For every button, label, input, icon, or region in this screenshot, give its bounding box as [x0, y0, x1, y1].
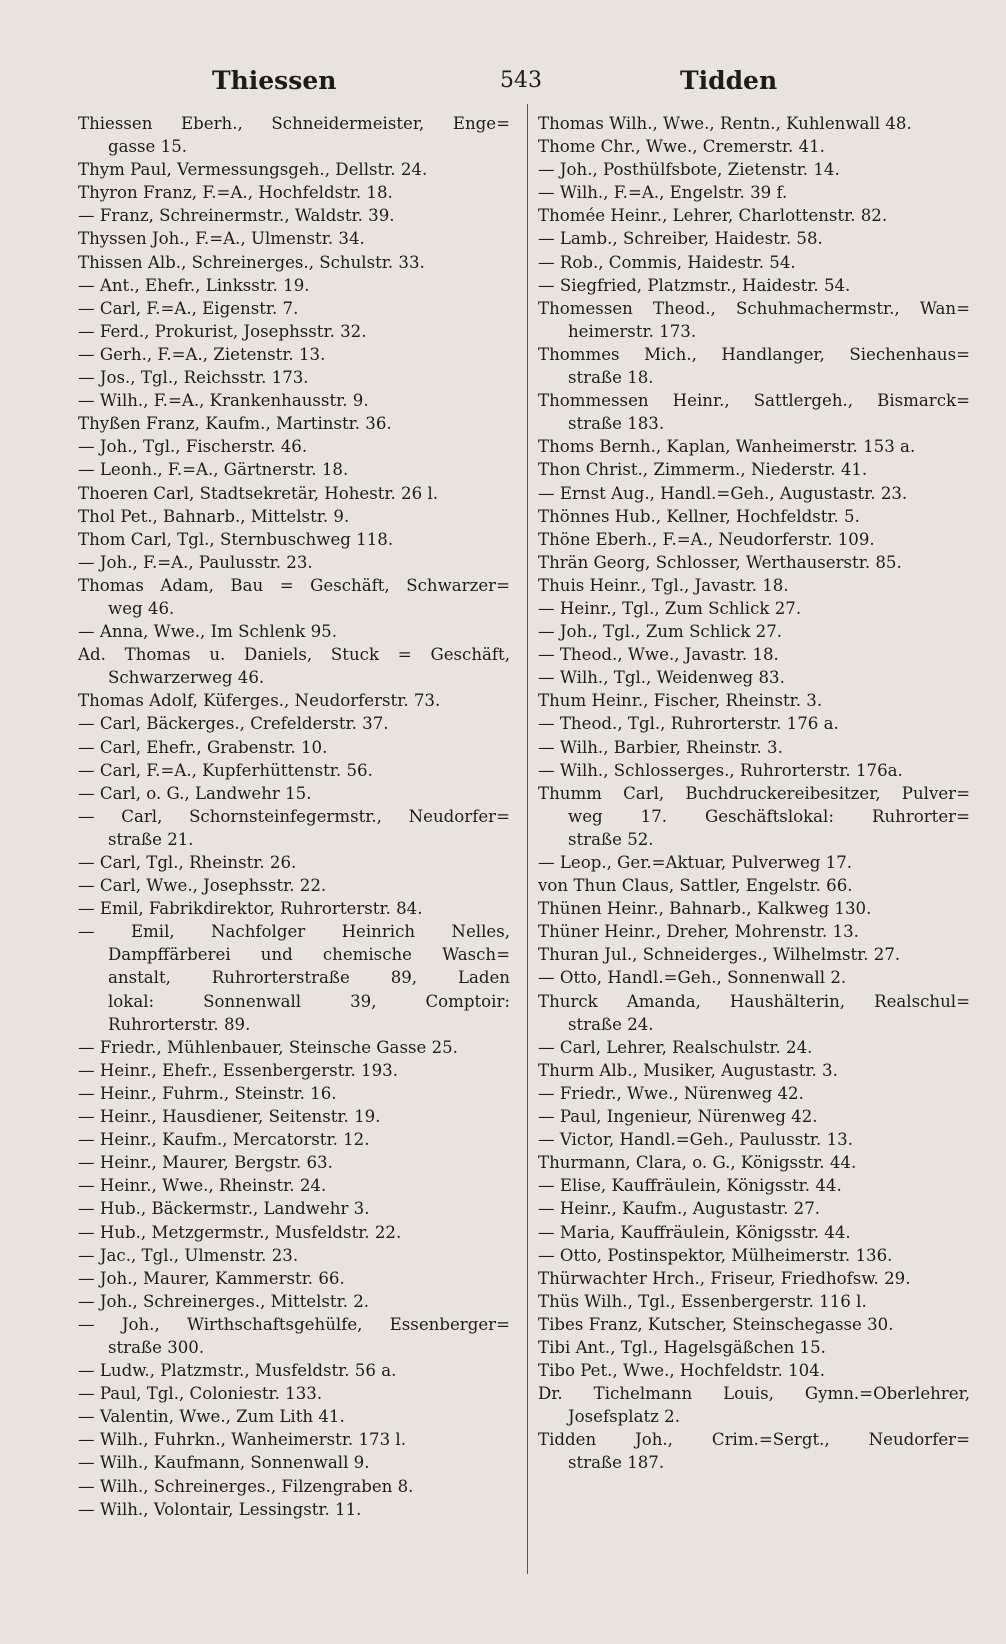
entry-line: Thumm Carl, Buchdruckereibesitzer, Pulver=	[538, 783, 970, 803]
entry-line: — Theod., Wwe., Javastr. 18.	[538, 645, 779, 665]
directory-entry	[538, 1151, 970, 1174]
directory-entry	[78, 274, 510, 297]
entry-line: — Heinr., Wwe., Rheinstr. 24.	[78, 1176, 327, 1196]
entry-continuation: straße 21.	[108, 829, 194, 849]
entry-line: Thomas Wilh., Wwe., Rentn., Kuhlenwall 48.	[538, 114, 912, 133]
directory-entry	[78, 528, 510, 551]
entry-line: — Joh., Schreinerges., Mittelstr. 2.	[78, 1291, 370, 1311]
entry-line: — Carl, Lehrer, Realschulstr. 24.	[538, 1037, 813, 1057]
directory-entry	[78, 574, 510, 620]
entry-line: — Carl, Schornsteinfegermstr., Neudorfer=	[78, 806, 510, 826]
directory-entry	[78, 482, 510, 505]
directory-entry	[538, 689, 970, 712]
directory-entry	[78, 712, 510, 735]
directory-entry	[78, 1082, 510, 1105]
directory-entry	[538, 1244, 970, 1267]
directory-entry	[78, 643, 510, 689]
directory-entry	[538, 551, 970, 574]
entry-line: Thoeren Carl, Stadtsekretär, Hohestr. 26 l.	[78, 483, 439, 503]
directory-entry	[538, 620, 970, 643]
entry-line: Thyssen Joh., F.=A., Ulmenstr. 34.	[78, 229, 365, 249]
directory-entry	[538, 482, 970, 505]
entry-line: Dr. Tichelmann Louis, Gymn.=Oberlehrer,	[538, 1384, 970, 1404]
entry-line: Thurck Amanda, Haushälterin, Realschul=	[538, 991, 970, 1011]
entry-line: Thyron Franz, F.=A., Hochfeldstr. 18.	[78, 183, 393, 203]
directory-entry	[78, 920, 510, 1035]
entry-line: — Carl, Bäckerges., Crefelderstr. 37.	[78, 714, 389, 734]
entry-continuation: anstalt, Ruhrorterstraße 89, Laden	[108, 968, 510, 988]
entry-line: — Carl, F.=A., Eigenstr. 7.	[78, 298, 299, 318]
entry-line: — Theod., Tgl., Ruhrorterstr. 176 a.	[538, 714, 839, 734]
entry-line: Tibes Franz, Kutscher, Steinschegasse 30.	[538, 1314, 894, 1334]
entry-line: Thürwachter Hrch., Friseur, Friedhofsw. 29.	[538, 1268, 911, 1288]
entry-line: — Anna, Wwe., Im Schlenk 95.	[78, 622, 338, 642]
entry-line: Thiessen Eberh., Schneidermeister, Enge=	[78, 114, 510, 133]
directory-entry	[78, 320, 510, 343]
directory-entry	[78, 505, 510, 528]
directory-entry	[538, 666, 970, 689]
directory-entry	[538, 389, 970, 435]
entry-line: — Wilh., Schlosserges., Ruhrorterstr. 176a.	[538, 760, 903, 780]
directory-entry	[78, 343, 510, 366]
directory-entry	[78, 1036, 510, 1059]
header-left-keyword: Thiessen	[212, 66, 337, 95]
entry-line: — Joh., Wirthschaftsgehülfe, Essenberger=	[78, 1314, 510, 1334]
directory-entry	[538, 1036, 970, 1059]
directory-entry	[538, 759, 970, 782]
directory-entry	[78, 1174, 510, 1197]
directory-entry	[538, 1082, 970, 1105]
directory-entry	[538, 1313, 970, 1336]
entry-line: Thomessen Theod., Schuhmachermstr., Wan=	[538, 298, 970, 318]
entry-line: Thünen Heinr., Bahnarb., Kalkweg 130.	[538, 899, 872, 919]
directory-entry	[78, 1451, 510, 1474]
directory-entry	[78, 1197, 510, 1220]
entry-line: Ad. Thomas u. Daniels, Stuck = Geschäft,	[78, 645, 510, 665]
entry-line: von Thun Claus, Sattler, Engelstr. 66.	[538, 876, 853, 896]
entry-line: — Wilh., Fuhrkn., Wanheimerstr. 173 l.	[78, 1430, 407, 1450]
directory-entry	[78, 458, 510, 481]
entry-continuation: straße 52.	[568, 829, 654, 849]
directory-entry	[538, 943, 970, 966]
directory-entry	[78, 805, 510, 851]
directory-entry	[78, 689, 510, 712]
directory-entry	[78, 1382, 510, 1405]
directory-entry	[538, 227, 970, 250]
directory-entry	[538, 874, 970, 897]
entry-line: — Ernst Aug., Handl.=Geh., Augustastr. 23.	[538, 483, 908, 503]
entry-line: — Carl, Tgl., Rheinstr. 26.	[78, 853, 297, 872]
entry-line: Thyßen Franz, Kaufm., Martinstr. 36.	[78, 414, 392, 434]
directory-entry	[78, 874, 510, 897]
entry-line: Thon Christ., Zimmerm., Niederstr. 41.	[538, 460, 868, 480]
entry-line: Thym Paul, Vermessungsgeh., Dellstr. 24.	[78, 160, 428, 180]
entry-line: — Jac., Tgl., Ulmenstr. 23.	[78, 1245, 299, 1265]
entry-line: — Heinr., Kaufm., Augustastr. 27.	[538, 1199, 821, 1219]
directory-entry	[78, 1359, 510, 1382]
entry-line: — Valentin, Wwe., Zum Lith 41.	[78, 1407, 345, 1427]
left-column	[78, 112, 510, 1521]
page-number: 543	[500, 68, 542, 93]
entry-continuation: straße 183.	[568, 414, 665, 434]
entry-continuation: weg 17. Geschäftslokal: Ruhrorter=	[568, 806, 970, 826]
directory-entry	[538, 505, 970, 528]
directory-entry	[78, 897, 510, 920]
directory-entry	[538, 135, 970, 158]
entry-line: Thöne Eberh., F.=A., Neudorferstr. 109.	[538, 529, 875, 549]
entry-line: — Joh., Tgl., Fischerstr. 46.	[78, 437, 308, 457]
entry-line: — Emil, Nachfolger Heinrich Nelles,	[78, 922, 510, 942]
entry-line: Tidden Joh., Crim.=Sergt., Neudorfer=	[538, 1430, 970, 1450]
directory-entry	[538, 1221, 970, 1244]
entry-line: — Wilh., Schreinerges., Filzengraben 8.	[78, 1476, 414, 1496]
entry-line: Thom Carl, Tgl., Sternbuschweg 118.	[78, 529, 394, 549]
entry-line: — Wilh., Tgl., Weidenweg 83.	[538, 668, 785, 688]
entry-line: — Heinr., Fuhrm., Steinstr. 16.	[78, 1083, 337, 1103]
entry-line: Thoms Bernh., Kaplan, Wanheimerstr. 153 a.	[538, 437, 916, 457]
entry-continuation: Dampffärberei und chemische Wasch=	[108, 945, 510, 965]
entry-line: — Gerh., F.=A., Zietenstr. 13.	[78, 344, 326, 364]
directory-entry	[538, 435, 970, 458]
entry-line: — Carl, o. G., Landwehr 15.	[78, 783, 312, 803]
directory-entry	[538, 920, 970, 943]
directory-entry	[538, 712, 970, 735]
entry-line: Thönnes Hub., Kellner, Hochfeldstr. 5.	[538, 506, 860, 526]
entry-line: — Elise, Kauffräulein, Königsstr. 44.	[538, 1176, 842, 1196]
directory-entry	[78, 204, 510, 227]
directory-entry	[78, 1059, 510, 1082]
entry-line: — Wilh., F.=A., Engelstr. 39 f.	[538, 183, 788, 203]
entry-continuation: straße 24.	[568, 1014, 654, 1034]
entry-line: Thurmann, Clara, o. G., Königsstr. 44.	[538, 1153, 857, 1173]
entry-line: — Carl, Wwe., Josephsstr. 22.	[78, 876, 327, 896]
directory-entry	[538, 528, 970, 551]
entry-line: Tibo Pet., Wwe., Hochfeldstr. 104.	[538, 1361, 826, 1381]
entry-line: — Franz, Schreinermstr., Waldstr. 39.	[78, 206, 395, 226]
directory-entry	[78, 181, 510, 204]
directory-entry	[538, 597, 970, 620]
entry-line: — Paul, Ingenieur, Nürenweg 42.	[538, 1107, 818, 1127]
entry-line: Thissen Alb., Schreinerges., Schulstr. 33.	[78, 252, 425, 272]
entry-line: — Heinr., Tgl., Zum Schlick 27.	[538, 598, 802, 618]
entry-continuation: lokal: Sonnenwall 39, Comptoir:	[108, 991, 510, 1011]
entry-line: Thrän Georg, Schlosser, Werthauserstr. 85.	[538, 552, 902, 572]
entry-line: — Jos., Tgl., Reichsstr. 173.	[78, 368, 309, 388]
entry-line: — Maria, Kauffräulein, Königsstr. 44.	[538, 1222, 851, 1242]
entry-line: — Heinr., Kaufm., Mercatorstr. 12.	[78, 1130, 370, 1150]
directory-entry	[78, 759, 510, 782]
directory-entry	[538, 966, 970, 989]
directory-entry	[78, 227, 510, 250]
entry-line: — Siegfried, Platzmstr., Haidestr. 54.	[538, 275, 851, 295]
directory-entry	[78, 1244, 510, 1267]
entry-line: — Ant., Ehefr., Linksstr. 19.	[78, 275, 310, 295]
entry-line: — Joh., Maurer, Kammerstr. 66.	[78, 1268, 345, 1288]
entry-line: Thüner Heinr., Dreher, Mohrenstr. 13.	[538, 922, 859, 942]
directory-entry	[78, 435, 510, 458]
directory-entry	[78, 251, 510, 274]
directory-entry	[538, 574, 970, 597]
directory-entry	[538, 1267, 970, 1290]
directory-entry	[538, 1336, 970, 1359]
column-divider	[527, 104, 528, 1574]
directory-entry	[538, 1428, 970, 1474]
directory-entry	[538, 1174, 970, 1197]
entry-line: — Wilh., F.=A., Krankenhausstr. 9.	[78, 391, 369, 411]
entry-continuation: gasse 15.	[108, 137, 188, 157]
directory-entry	[538, 112, 970, 135]
directory-entry	[538, 343, 970, 389]
directory-entry	[538, 251, 970, 274]
directory-entry	[538, 458, 970, 481]
directory-entry	[78, 1405, 510, 1428]
entry-continuation: Josefsplatz 2.	[568, 1407, 680, 1427]
directory-entry	[78, 158, 510, 181]
directory-entry	[78, 1267, 510, 1290]
directory-entry	[78, 389, 510, 412]
entry-line: — Wilh., Kaufmann, Sonnenwall 9.	[78, 1453, 370, 1473]
directory-entry	[78, 297, 510, 320]
directory-entry	[538, 643, 970, 666]
directory-entry	[538, 990, 970, 1036]
entry-line: — Heinr., Hausdiener, Seitenstr. 19.	[78, 1107, 381, 1127]
entry-continuation: straße 18.	[568, 368, 654, 388]
directory-entry	[78, 551, 510, 574]
directory-entry	[538, 736, 970, 759]
directory-entry	[78, 366, 510, 389]
entry-line: — Hub., Metzgermstr., Musfeldstr. 22.	[78, 1222, 402, 1242]
directory-entry	[538, 181, 970, 204]
entry-line: — Wilh., Barbier, Rheinstr. 3.	[538, 737, 783, 757]
entry-line: — Joh., F.=A., Paulusstr. 23.	[78, 552, 313, 572]
directory-entry	[78, 1475, 510, 1498]
directory-entry	[78, 112, 510, 158]
entry-line: — Friedr., Wwe., Nürenweg 42.	[538, 1083, 804, 1103]
directory-entry	[78, 1313, 510, 1359]
directory-entry	[538, 897, 970, 920]
entry-line: — Ferd., Prokurist, Josephsstr. 32.	[78, 321, 367, 341]
entry-line: Thuis Heinr., Tgl., Javastr. 18.	[538, 575, 789, 595]
entry-line: Thüs Wilh., Tgl., Essenbergerstr. 116 l.	[538, 1291, 867, 1311]
directory-entry	[538, 851, 970, 874]
entry-line: Tibi Ant., Tgl., Hagelsgäßchen 15.	[538, 1337, 826, 1357]
directory-entry	[78, 851, 510, 874]
directory-entry	[78, 1290, 510, 1313]
entry-line: Thomée Heinr., Lehrer, Charlottenstr. 82.	[538, 206, 888, 226]
directory-entry	[538, 297, 970, 343]
entry-line: — Hub., Bäckermstr., Landwehr 3.	[78, 1199, 370, 1219]
entry-continuation: heimerstr. 173.	[568, 321, 697, 341]
entry-line: Thomas Adam, Bau = Geschäft, Schwarzer=	[78, 575, 510, 595]
entry-line: — Otto, Handl.=Geh., Sonnenwall 2.	[538, 968, 847, 988]
entry-continuation: straße 300.	[108, 1337, 205, 1357]
entry-line: — Otto, Postinspektor, Mülheimerstr. 136.	[538, 1245, 893, 1265]
directory-entry	[538, 1359, 970, 1382]
directory-entry	[78, 620, 510, 643]
directory-entry	[538, 1128, 970, 1151]
directory-entry	[78, 736, 510, 759]
entry-line: Thol Pet., Bahnarb., Mittelstr. 9.	[78, 506, 350, 526]
entry-continuation: Ruhrorterstr. 89.	[108, 1014, 251, 1034]
directory-entry	[538, 1197, 970, 1220]
directory-entry	[538, 1382, 970, 1428]
entry-line: Thommessen Heinr., Sattlergeh., Bismarck=	[538, 391, 970, 411]
directory-entry	[78, 1105, 510, 1128]
header-right-keyword: Tidden	[680, 66, 778, 95]
entry-line: — Leonh., F.=A., Gärtnerstr. 18.	[78, 460, 349, 480]
directory-entry	[538, 1290, 970, 1313]
directory-entry	[538, 1105, 970, 1128]
entry-line: — Carl, F.=A., Kupferhüttenstr. 56.	[78, 760, 373, 780]
right-column	[538, 112, 970, 1475]
entry-line: — Ludw., Platzmstr., Musfeldstr. 56 a.	[78, 1361, 397, 1381]
entry-line: Thuran Jul., Schneiderges., Wilhelmstr. 27.	[538, 945, 901, 965]
entry-line: — Rob., Commis, Haidestr. 54.	[538, 252, 796, 272]
entry-line: — Joh., Posthülfsbote, Zietenstr. 14.	[538, 160, 840, 180]
entry-line: — Carl, Ehefr., Grabenstr. 10.	[78, 737, 328, 757]
entry-line: — Heinr., Maurer, Bergstr. 63.	[78, 1153, 333, 1173]
directory-entry	[538, 274, 970, 297]
directory-entry	[78, 1151, 510, 1174]
page-header	[0, 62, 1006, 102]
entry-line: — Leop., Ger.=Aktuar, Pulverweg 17.	[538, 853, 853, 872]
directory-entry	[78, 782, 510, 805]
entry-continuation: Schwarzerweg 46.	[108, 668, 265, 688]
entry-line: — Emil, Fabrikdirektor, Ruhrorterstr. 84.	[78, 899, 423, 919]
entry-continuation: weg 46.	[108, 598, 175, 618]
entry-line: Thome Chr., Wwe., Cremerstr. 41.	[538, 137, 825, 157]
entry-line: Thum Heinr., Fischer, Rheinstr. 3.	[538, 691, 823, 711]
entry-line: — Lamb., Schreiber, Haidestr. 58.	[538, 229, 823, 249]
entry-line: — Wilh., Volontair, Lessingstr. 11.	[78, 1499, 362, 1519]
directory-entry	[78, 1428, 510, 1451]
directory-entry	[538, 204, 970, 227]
directory-entry	[538, 158, 970, 181]
directory-entry	[78, 412, 510, 435]
directory-entry	[538, 1059, 970, 1082]
directory-entry	[538, 782, 970, 851]
entry-line: — Heinr., Ehefr., Essenbergerstr. 193.	[78, 1060, 398, 1080]
entry-line: — Victor, Handl.=Geh., Paulusstr. 13.	[538, 1130, 853, 1150]
directory-entry	[78, 1128, 510, 1151]
entry-line: — Paul, Tgl., Coloniestr. 133.	[78, 1384, 323, 1404]
entry-line: Thomas Adolf, Küferges., Neudorferstr. 73.	[78, 691, 441, 711]
entry-line: Thommes Mich., Handlanger, Siechenhaus=	[538, 344, 970, 364]
entry-line: — Friedr., Mühlenbauer, Steinsche Gasse 25.	[78, 1037, 458, 1057]
entry-line: Thurm Alb., Musiker, Augustastr. 3.	[538, 1060, 838, 1080]
directory-entry	[78, 1221, 510, 1244]
entry-line: — Joh., Tgl., Zum Schlick 27.	[538, 622, 783, 642]
entry-continuation: straße 187.	[568, 1453, 665, 1473]
directory-entry	[78, 1498, 510, 1521]
